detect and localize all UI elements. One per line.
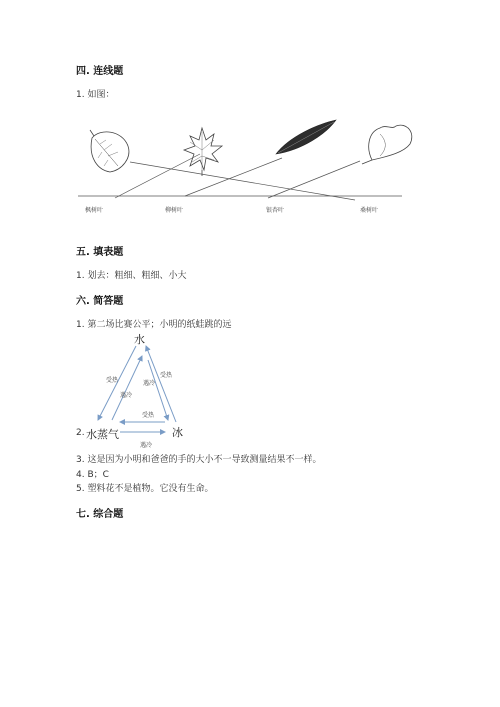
section-4-item-1: 1. 如图： [76,90,115,100]
section-6-item-4: 4. B；C [76,470,109,480]
leaf-round-icon [90,130,129,172]
leaf-label-maple: 枫树叶 [85,207,104,214]
leaf-maple-icon [184,128,222,176]
leaf-matching-figure [0,118,500,228]
water-state-diagram [0,330,500,440]
section-6-item-3: 3. 这是因为小明和爸爸的手的大小不一导致测量结果不一样。 [76,455,322,465]
diagram-label-left-outer: 受热 [106,377,119,384]
diagram-label-left-inner: 遇冷 [120,392,133,399]
diagram-node-water: 水 [134,333,145,346]
section-6-item-1: 1. 第二场比赛公平；小明的纸蛙跳的远 [76,320,232,330]
section-6-item-5: 5. 塑料花不是植物。它没有生命。 [76,484,214,494]
section-6-item-2-prefix: 2. [76,428,85,438]
leaf-label-ginkgo: 银杏叶 [266,207,285,214]
leaf-willow-icon [276,120,336,154]
section-5-heading: 五. 填表题 [76,247,124,258]
diagram-label-right-inner: 遇冷 [143,380,156,387]
leaf-label-willow: 柳树叶 [165,207,184,214]
diagram-label-bottom-lower: 遇冷 [140,442,153,449]
leaf-ginkgo-icon [362,125,412,164]
section-5-item-1: 1. 划去：粗细、粗细、小大 [76,271,187,281]
diagram-label-bottom-upper: 受热 [142,412,155,419]
diagram-node-ice: 冰 [172,426,183,439]
diagram-node-vapor: 水蒸气 [86,428,119,441]
section-4-heading: 四. 连线题 [76,66,124,77]
section-6-heading: 六. 简答题 [76,296,124,307]
diagram-label-right-outer: 受热 [160,372,173,379]
leaf-label-mulberry: 桑树叶 [360,207,379,214]
section-7-heading: 七. 综合题 [76,509,124,520]
